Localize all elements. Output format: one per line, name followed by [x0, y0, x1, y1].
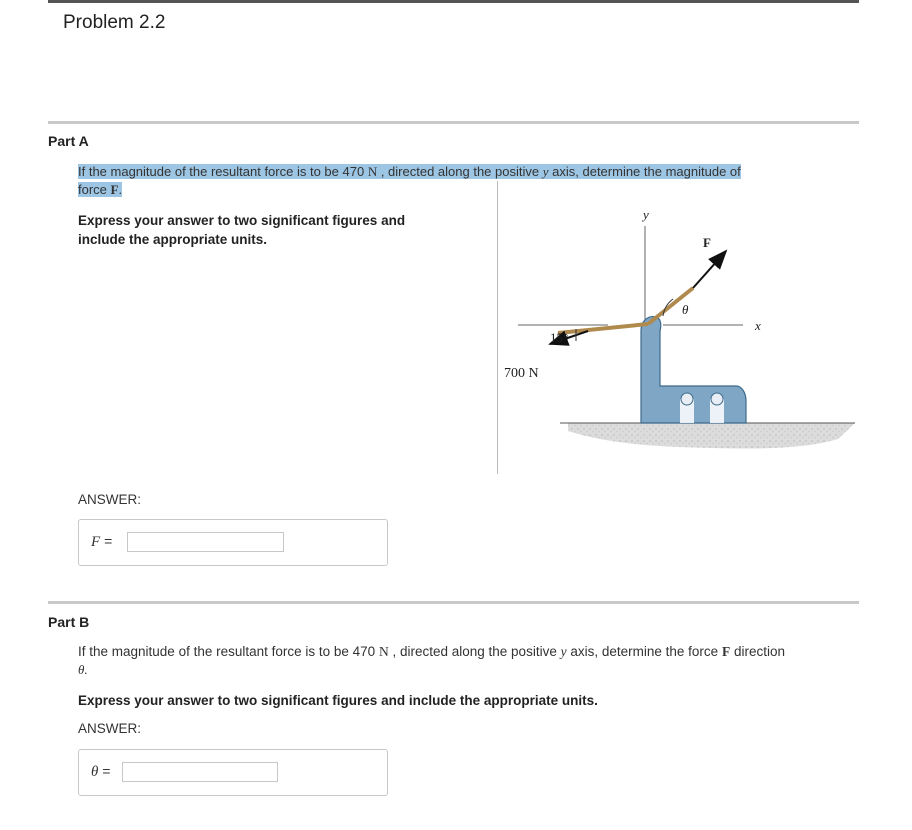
part-a-heading: Part A: [48, 133, 89, 149]
part-b-question: If the magnitude of the resultant force is to be 470 N , directed along the positive y axis, determine the force F direction: [78, 644, 785, 659]
part-b-answer-box: [78, 749, 388, 796]
part-a-separator: [48, 121, 859, 124]
part-b-separator: [48, 601, 859, 604]
ground: [568, 423, 855, 449]
part-b-instruction: Express your answer to two significant figures and include the appropriate units.: [78, 693, 598, 708]
force-700-label: 700 N: [504, 366, 539, 381]
y-axis-label: y: [643, 207, 649, 222]
force-diagram: [497, 181, 860, 474]
x-axis-label: x: [755, 318, 761, 333]
part-a-question-line2: force F.: [78, 182, 123, 197]
part-a-answer-input[interactable]: [127, 532, 284, 552]
part-a-answer-label: ANSWER:: [78, 492, 142, 507]
part-b-input-label: θ =: [91, 763, 111, 780]
part-b-answer-input[interactable]: [122, 762, 278, 782]
problem-title: Problem 2.2: [63, 12, 166, 33]
part-a-input-label: F =: [91, 533, 113, 550]
force-f-label: F: [703, 235, 711, 250]
part-a-instruction: Express your answer to two significant figures and include the appropriate units.: [78, 213, 406, 247]
force-f-arrow: [693, 251, 726, 288]
part-b-heading: Part B: [48, 614, 90, 630]
part-a-question: If the magnitude of the resultant force is to be 470 N , directed along the positive y axis, determine the magnitude of: [78, 164, 741, 179]
part-b-answer-label: ANSWER:: [78, 721, 142, 736]
angle-15-label: 15°: [550, 330, 569, 345]
theta-label: θ: [682, 302, 689, 317]
top-border: [48, 0, 859, 3]
part-a-answer-box: [78, 519, 388, 566]
part-b-question-line2: θ.: [78, 662, 88, 677]
